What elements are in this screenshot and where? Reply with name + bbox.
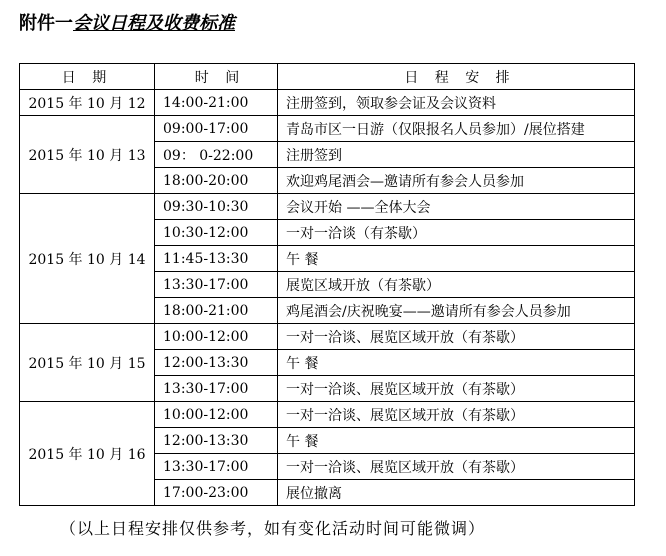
plan-cell: 欢迎鸡尾酒会—邀请所有参会人员参加 [278,168,635,194]
plan-cell: 一对一洽谈、展览区域开放（有茶歇） [278,454,635,480]
header-plan: 日 程 安 排 [278,64,635,90]
time-cell: 17:00-23:00 [155,480,278,506]
table-row [20,116,635,142]
plan-cell: 展览区域开放（有茶歇） [278,272,635,298]
time-cell: 10:00-12:00 [155,324,278,350]
header-time: 时 间 [155,64,278,90]
table-row [20,402,635,428]
plan-cell: 一对一洽谈、展览区域开放（有茶歇） [278,402,635,428]
plan-cell: 会议开始 ——全体大会 [278,194,635,220]
document-title [19,9,235,35]
time-cell: 09:30-10:30 [155,194,278,220]
plan-cell: 午 餐 [278,428,635,454]
table-row [20,90,635,116]
plan-cell: 午 餐 [278,350,635,376]
title-prefix: 附件一 [19,13,73,34]
time-cell: 14:00-21:00 [155,90,278,116]
plan-cell: 注册签到 [278,142,635,168]
plan-cell: 鸡尾酒会/庆祝晚宴——邀请所有参会人员参加 [278,298,635,324]
time-cell: 12:00-13:30 [155,428,278,454]
time-cell: 10:30-12:00 [155,220,278,246]
plan-cell: 青岛市区一日游（仅限报名人员参加）/展位搭建 [278,116,635,142]
plan-cell: 一对一洽谈（有茶歇） [278,220,635,246]
header-date: 日 期 [20,64,155,90]
table-row [20,324,635,350]
plan-cell: 一对一洽谈、展览区域开放（有茶歇） [278,324,635,350]
time-cell: 09:00-17:00 [155,116,278,142]
schedule-table [19,63,635,506]
time-cell: 10:00-12:00 [155,402,278,428]
plan-cell: 午 餐 [278,246,635,272]
plan-cell: 一对一洽谈、展览区域开放（有茶歇） [278,376,635,402]
footnote: （以上日程安排仅供参考，如有变化活动时间可能微调） [60,519,486,538]
time-cell: 13:30-17:00 [155,454,278,480]
header-row [20,64,635,90]
time-cell: 11:45-13:30 [155,246,278,272]
date-cell: 2015 年 10 月 16 [20,402,155,506]
schedule-body [20,90,635,506]
plan-cell: 展位撤离 [278,480,635,506]
time-cell: 13:30-17:00 [155,376,278,402]
date-cell: 2015 年 10 月 15 [20,324,155,402]
date-cell: 2015 年 10 月 13 [20,116,155,194]
table-row [20,194,635,220]
time-cell: 09： 0-22:00 [155,142,278,168]
title-main: 会议日程及收费标准 [73,13,235,34]
time-cell: 18:00-20:00 [155,168,278,194]
time-cell: 18:00-21:00 [155,298,278,324]
date-cell: 2015 年 10 月 12 [20,90,155,116]
plan-cell: 注册签到，领取参会证及会议资料 [278,90,635,116]
time-cell: 12:00-13:30 [155,350,278,376]
time-cell: 13:30-17:00 [155,272,278,298]
date-cell: 2015 年 10 月 14 [20,194,155,324]
